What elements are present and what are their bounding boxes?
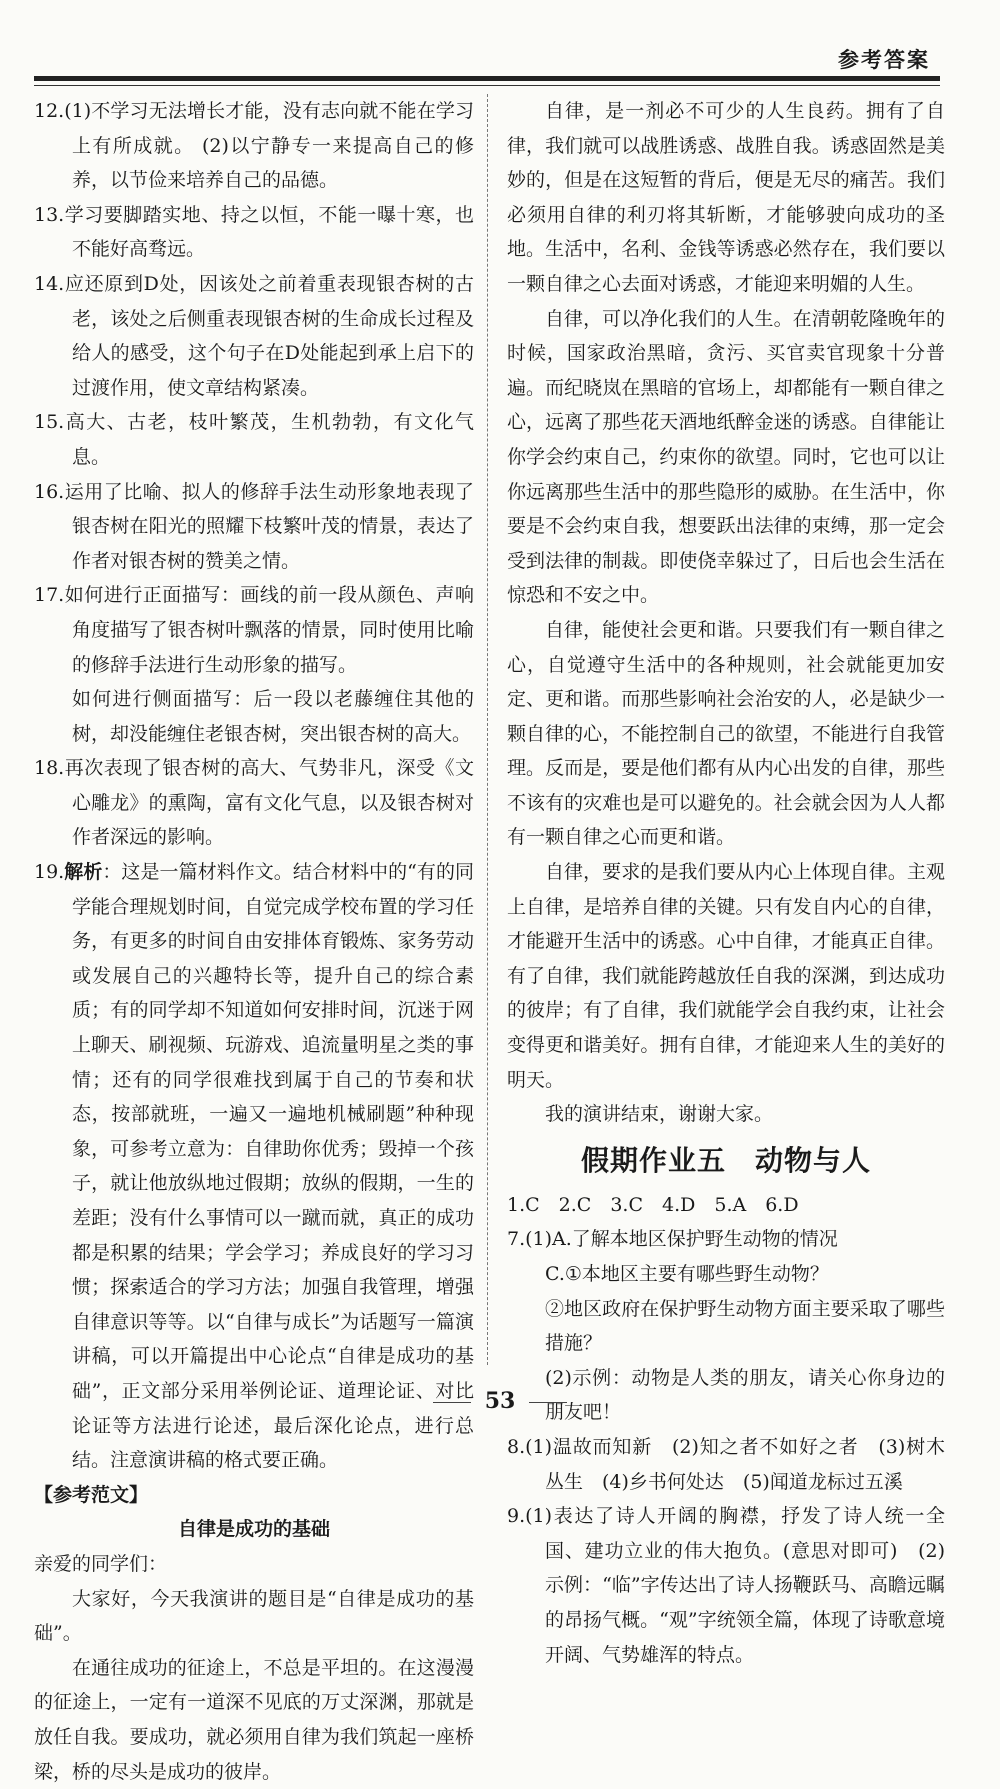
section-title: 假期作业五 动物与人 — [580, 1143, 871, 1177]
answer-7-part1: 7.(1)A.了解本地区保护野生动物的情况 — [507, 1228, 838, 1251]
answer-19-text: ：这是一篇材料作文。结合材料中的“有的同学能合理规划时间，自觉完成学校布置的学习任务，有更多的时间自由安排体育锻炼、家务劳动或发展自己的兴趣特长等，提升自己的综合素质；有的同学却不知道如何安排时间，沉迷于网上聊天、刷视频、玩游戏、追流量明星之类的事情；还有的同学很难找到属于自己的节奏和状态，按部就班，一遍又一遍地机械刷题”种种现象，可参考立意为：自律助你优秀；毁掉一个孩子，就让他放纵地过假期；放纵的假期，一生的差距；没有什么事情可以一蹴而就，真正的成功都是积累的结果；学会学习；养成良好的学习习惯；探索适合的学习方法；加强自我管理，增强自律意识等等。以“自律与成长”为话题写一篇演讲稿，可以开篇提出中心论点“自律是成功的基础”，正文部分采用举例论证、道理论证、对比论证等方法进行论述，最后深化论点，进行总结。注意演讲稿的格式要正确。 — [72, 861, 474, 1472]
sample-essay-heading: 【参考范文】 — [34, 1483, 149, 1506]
answer-19 — [34, 855, 474, 1478]
answer-17-side: 如何进行侧面描写：后一段以老藤缠住其他的树，却没能缠住老银杏树，突出银杏树的高大。 — [72, 688, 474, 745]
column-divider — [487, 94, 488, 1365]
essay-title: 自律是成功的基础 — [177, 1518, 330, 1541]
answer-14: 14.应还原到D处，因该处之前着重表现银杏树的古老，该处之后侧重表现银杏树的生命成长过程及给人的感受，这个句子在D处能起到承上启下的过渡作用，使文章结构紧凑。 — [34, 272, 474, 399]
page-number-value: 53 — [484, 1388, 516, 1414]
essay-paragraph-4: 自律，可以净化我们的人生。在清朝乾隆晚年的时候，国家政治黑暗，贪污、买官卖官现象十分普遍。而纪晓岚在黑暗的官场上，却都能有一颗自律之心，远离了那些花天酒地纸醉金迷的诱惑。自律能让你学会约束自己，约束你的欲望。同时，它也可以让你远离那些生活中的那些隐形的威胁。在生活中，你要是不会约束自我，想要跃出法律的束缚，那一定会受到法律的制裁。即使侥幸躲过了，日后也会生活在惊恐和不安之中。 — [507, 307, 945, 607]
answer-1-6: 1.C 2.C 3.C 4.D 5.A 6.D — [507, 1193, 799, 1216]
answer-7-c2: ②地区政府在保护野生动物方面主要采取了哪些措施？ — [545, 1297, 945, 1355]
answer-16: 16.运用了比喻、拟人的修辞手法生动形象地表现了银杏树在阳光的照耀下枝繁叶茂的情景，表达了作者对银杏树的赞美之情。 — [34, 480, 474, 572]
answer-17-front: 17.如何进行正面描写：画线的前一段从颜色、声响角度描写了银杏树叶飘落的情景，同时使用比喻的修辞手法进行生动形象的描写。 — [34, 584, 474, 676]
essay-paragraph-6: 自律，要求的是我们要从内心上体现自律。主观上自律，是培养自律的关键。只有发自内心的自律，才能避开生活中的诱惑。心中自律，才能真正自律。有了自律，我们就能跨越放任自我的深渊，到达成功的彼岸；有了自律，我们就能学会自我约束，让社会变得更和谐美好。拥有自律，才能迎来人生的美好的明天。 — [507, 861, 945, 1091]
essay-paragraph-5: 自律，能使社会更和谐。只要我们有一颗自律之心，自觉遵守生活中的各种规则，社会就能更加安定、更和谐。而那些影响社会治安的人，必是缺少一颗自律的心，不能控制自己的欲望，不能进行自我管理。反而是，要是他们都有从内心出发的自律，那些不该有的灾难也是可以避免的。社会就会因为人人都有一颗自律之心而更和谐。 — [507, 618, 945, 849]
header-rule-thick — [34, 76, 940, 81]
header-rule-thin — [34, 85, 940, 86]
essay-closing: 我的演讲结束，谢谢大家。 — [545, 1103, 774, 1126]
answer-18: 18.再次表现了银杏树的高大、气势非凡，深受《文心雕龙》的熏陶，富有文化气息，以及银杏树对作者深远的影响。 — [34, 757, 474, 849]
essay-paragraph-2: 在通往成功的征途上，不总是平坦的。在这漫漫的征途上，一定有一道深不见底的万丈深渊，那就是放任自我。要成功，就必须用自律为我们筑起一座桥梁，桥的尽头是成功的彼岸。 — [34, 1656, 474, 1783]
answer-8: 8.(1)温故而知新 (2)知之者不如好之者 (3)树木丛生 (4)乡书何处达 (5)闻道龙标过五溪 — [507, 1435, 945, 1493]
page-number-dash-left — [433, 1402, 471, 1403]
page-number — [0, 1388, 1000, 1414]
answer-7-part2: (2)示例：动物是人类的朋友，请关心你身边的朋友吧！ — [545, 1366, 945, 1424]
page-number-dash-right — [529, 1402, 567, 1403]
answer-12: 12.(1)不学习无法增长才能，没有志向就不能在学习上有所成就。 (2)以宁静专一来提高自己的修养，以节俭来培养自己的品德。 — [34, 100, 474, 192]
answer-13: 13.学习要脚踏实地、持之以恒，不能一曝十寒，也不能好高骛远。 — [34, 203, 474, 261]
essay-paragraph-1: 大家好，今天我演讲的题目是“自律是成功的基础”。 — [34, 1587, 474, 1645]
answer-15: 15.高大、古老，枝叶繁茂，生机勃勃，有文化气息。 — [34, 411, 474, 468]
essay-paragraph-3: 自律，是一剂必不可少的人生良药。拥有了自律，我们就可以战胜诱惑、战胜自我。诱惑固然是美妙的，但是在这短暂的背后，便是无尽的痛苦。我们必须用自律的利刃将其斩断，才能够驶向成功的圣地。生活中，名利、金钱等诱惑必然存在，我们要以一颗自律之心去面对诱惑，才能迎来明媚的人生。 — [507, 100, 945, 295]
left-column — [34, 94, 474, 1789]
answer-7-c1: C.①本地区主要有哪些野生动物？ — [545, 1263, 829, 1285]
analysis-label: 解析 — [64, 861, 103, 884]
answer-19-number: 19. — [34, 861, 65, 884]
essay-salutation: 亲爱的同学们： — [34, 1552, 168, 1575]
header-title: 参考答案 — [838, 48, 930, 72]
right-column — [507, 94, 945, 1672]
answer-9: 9.(1)表达了诗人开阔的胸襟，抒发了诗人统一全国、建功立业的伟大抱负。(意思对即可) (2)示例：“临”字传达出了诗人扬鞭跃马、高瞻远瞩的昂扬气概。“观”字统领全篇，体现了诗歌意境开阔、气势雄浑的特点。 — [507, 1505, 945, 1666]
